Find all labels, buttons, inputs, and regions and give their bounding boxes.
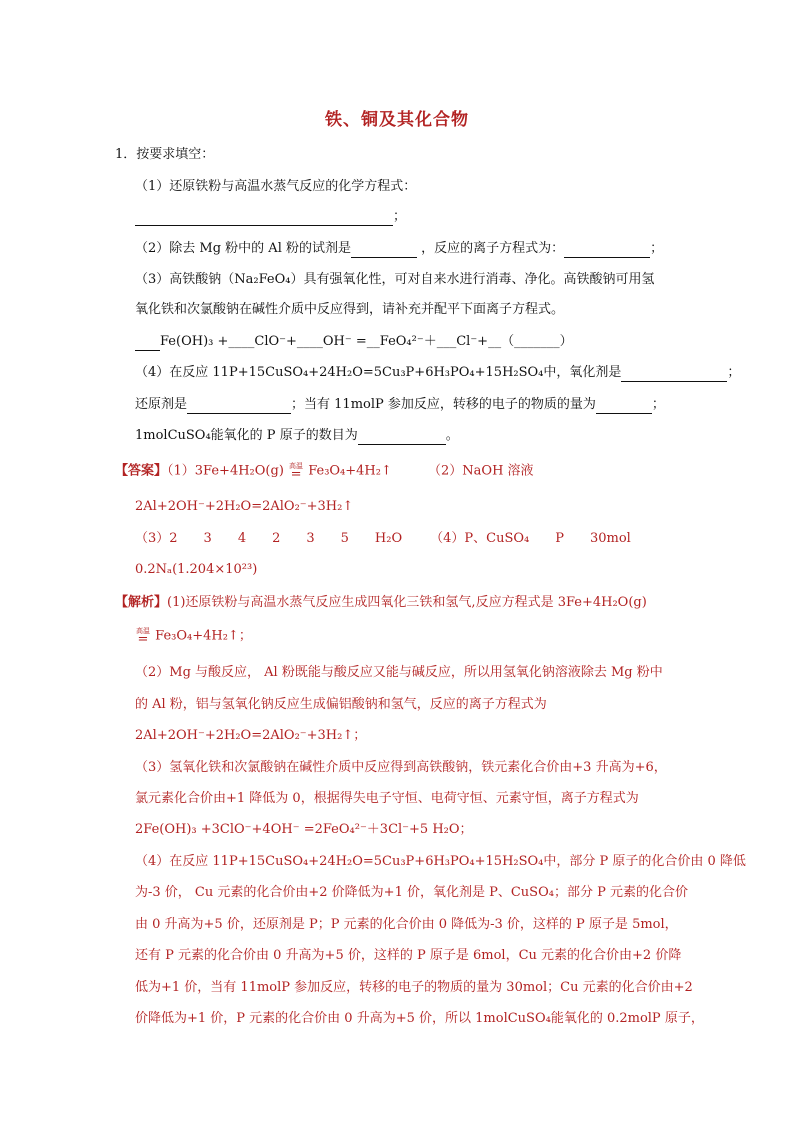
analysis-line8: 2Fe(OH)₃ +3ClO⁻+4OH⁻ =2FeO₄²⁻＋3Cl⁻+5 H₂O； (135, 822, 473, 837)
question-intro-text: 按要求填空： (136, 147, 215, 162)
analysis-tag: 【解析】 (115, 595, 168, 610)
equals-sign: = (137, 632, 149, 647)
answer-line4: 0.2Nₐ(1.204×10²³) (135, 562, 258, 577)
analysis-line4: 的 Al 粉，铝与氢氧化钠反应生成偏铝酸钠和氢气，反应的离子方程式为 (135, 697, 547, 712)
analysis-line1 (115, 594, 647, 612)
part4-semi: ； (727, 365, 741, 380)
analysis-line13: 低为+1 价，当有 11molP 参加反应，转移的电子的物质的量为 30mol；Cu 元素的化合价由+2 (135, 980, 693, 995)
analysis-line7: 氯元素化合价由+1 降低为 0，根据得失电子守恒、电荷守恒、元素守恒，离子方程式为 (135, 791, 639, 806)
part4-line1 (135, 364, 740, 382)
part4-text-a: （4）在反应 11P+15CuSO₄+24H₂O=5Cu₃P+6H₃PO₄+15H₂SO₄中，氧化剂是 (135, 365, 622, 380)
reaction-condition (288, 462, 304, 480)
answer-line3 (135, 530, 631, 548)
answer-blank[interactable] (596, 400, 652, 414)
answer-line1 (115, 462, 534, 481)
equals-sign: = (290, 467, 302, 482)
analysis-line11: 由 0 升高为+5 价，还原剂是 P；P 元素的化合价由 0 降低为-3 价，这样的 P 原子是 5mol， (135, 917, 678, 932)
part4-line2 (135, 396, 665, 414)
part3-equation (135, 333, 573, 351)
analysis-line6: （3）氢氧化铁和次氯酸钠在碱性介质中反应得到高铁酸钠，铁元素化合价由+3 升高为+6， (135, 760, 667, 775)
analysis-line3: （2）Mg 与酸反应， Al 粉既能与酸反应又能与碱反应，所以用氢氧化钠溶液除去 Mg 粉中 (135, 665, 663, 680)
answer-blank[interactable] (187, 400, 291, 414)
answer-blank[interactable] (621, 368, 727, 382)
part4-text-b: 还原剂是 (135, 397, 188, 412)
part1-end: ； (393, 209, 407, 224)
part2-text-a: （2）除去 Mg 粉中的 Al 粉的试剂是 (135, 241, 351, 256)
answer-blank[interactable] (135, 212, 393, 226)
analysis-line12: 还有 P 元素的化合价由 0 升高为+5 价，这样的 P 原子是 6mol，Cu 元素的化合价由+2 价降 (135, 948, 682, 963)
analysis-line5: 2Al+2OH⁻+2H₂O=2AlO₂⁻+3H₂↑； (135, 728, 367, 743)
analysis-line10: 为-3 价， Cu 元素的化合价由+2 价降低为+1 价，氧化剂是 P、CuSO₄；部分 P 元素的化合价 (135, 885, 688, 900)
answer-a1: （1）3Fe+4H₂O(g) (167, 463, 284, 479)
analysis-line14: 价降低为+1 价，P 元素的化合价由 0 升高为+5 价，所以 1molCuSO₄能氧化的 0.2molP 原子， (135, 1011, 704, 1026)
answer-tag: 【答案】 (115, 463, 168, 479)
part2-line (135, 240, 663, 258)
analysis-line9: （4）在反应 11P+15CuSO₄+24H₂O=5Cu₃P+6H₃PO₄+15H₂SO₄中，部分 P 原子的化合价由 0 降低 (135, 854, 746, 869)
answer-a4: （4）P、CuSO₄ P 30mol (430, 531, 631, 546)
part4-end: 。 (445, 428, 459, 443)
part4-text-c: ；当有 11molP 参加反应，转移的电子的物质的量为 (291, 397, 596, 412)
part4-text-d: 1molCuSO₄能氧化的 P 原子的数目为 (135, 428, 358, 443)
question-intro (115, 146, 214, 164)
part2-end: ； (650, 241, 664, 256)
part3-line1: （3）高铁酸钠（Na₂FeO₄）具有强氧化性，可对自来水进行消毒、净化。高铁酸钠可用氢 (135, 272, 655, 287)
answer-blank[interactable] (358, 431, 446, 445)
part1-answer-line (135, 208, 406, 226)
page-title: 铁、铜及其化合物 (325, 110, 469, 130)
answer-a2: （2）NaOH 溶液 (428, 463, 534, 479)
reaction-condition (135, 627, 151, 645)
condition-label: 高温 (136, 627, 150, 635)
part3-equation-text: Fe(OH)₃ +____ClO⁻+____OH⁻ =__FeO₄²⁻＋___Cl⁻+__（_______） (160, 334, 573, 349)
part4-semi-2: ； (651, 397, 665, 412)
part2-text-b: ，反应的离子方程式为： (421, 241, 565, 256)
analysis-line2 (135, 627, 252, 646)
part4-line3 (135, 427, 459, 445)
part1-label: （1）还原铁粉与高温水蒸气反应的化学方程式： (135, 179, 417, 194)
answer-a3: （3）2 3 4 2 3 5 H₂O (135, 531, 403, 546)
analysis-l2: Fe₃O₄+4H₂↑； (155, 628, 252, 644)
answer-blank[interactable] (564, 244, 650, 258)
answer-a1-rhs: Fe₃O₄+4H₂↑ (308, 463, 392, 479)
condition-label: 高温 (289, 462, 304, 470)
answer-blank[interactable] (351, 244, 417, 258)
analysis-l1: (1)还原铁粉与高温水蒸气反应生成四氧化三铁和氢气,反应方程式是 3Fe+4H₂O(g) (167, 595, 647, 610)
answer-blank[interactable] (135, 337, 160, 351)
part3-line2: 氧化铁和次氯酸钠在碱性介质中反应得到，请补充并配平下面离子方程式。 (135, 302, 565, 317)
answer-line2: 2Al+2OH⁻+2H₂O=2AlO₂⁻+3H₂↑ (135, 499, 354, 514)
question-number: 1． (115, 147, 137, 162)
